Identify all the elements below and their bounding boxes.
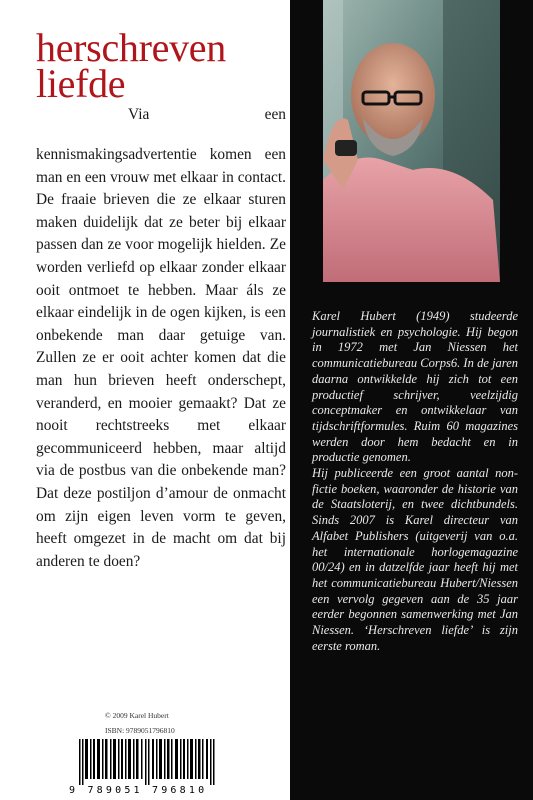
barcode-digits: 9 789051 796810 bbox=[69, 785, 208, 796]
author-portrait-image bbox=[323, 0, 500, 282]
book-blurb bbox=[36, 104, 286, 573]
author-bio-paragraph-1: Karel Hubert (1949) studeerde journalistiek en psychologie. Hij begon in 1972 met Jan Niessen het communicatiebureau Corps6. In de jaren daarna ontwikkelde hij zich tot een productief schrijver, veelzijdig conceptmaker en ontwikkelaar van tijdschriftformules. Ruim 60 magazines werden door hem bedacht en in productie genomen. bbox=[312, 309, 518, 465]
blurb-text: Via een kennismakingsadvertentie komen een man en een vrouw met elkaar in contact. De fraaie brieven die ze elkaar sturen maken duidelijk dat ze beter bij elkaar passen dan ze voor mogelijk hielden. Ze worden verliefd op elkaar zonder elkaar ooit ontmoet te hebben. Maar áls ze elkaar eindelijk in de ogen kijken, is een onbekende man daar getuige van. Zullen ze er ooit achter komen dat die man hun brieven heeft onderschept, veranderd, en mooier gemaakt? Dat ze nooit rechtstreeks met elkaar gecommuniceerd hebben, maar altijd via de postbus van die onbekende man? Dat deze postiljon d’amour de onmacht om zijn eigen leven vorm te geven, heeft omgezet in de macht om dat bij anderen te doen? bbox=[36, 106, 286, 570]
author-photo bbox=[323, 0, 500, 282]
isbn-number: ISBN: 9789051796810 bbox=[105, 726, 175, 735]
author-bio-paragraph-2: Hij publiceerde een groot aantal non-fictie boeken, waaronder de historie van de Staatsloterij, en twee dichtbundels. Sinds 2007 is Karel directeur van Alfabet Publishers (uitgeverij van o.a. het internationale horlogemagazine 00/24) en in datzelfde jaar heeft hij met het communicatiebureau Hubert/Niessen een vervolg gegeven aan de 35 jaar eerder begonnen samenwerking met Jan Niessen. ‘Herschreven liefde’ is zijn eerste roman. bbox=[312, 466, 518, 653]
book-title: herschreven liefde bbox=[36, 25, 226, 106]
barcode bbox=[69, 739, 230, 796]
author-biography bbox=[312, 309, 518, 654]
copyright-notice: © 2009 Karel Hubert bbox=[105, 711, 169, 720]
barcode-bars-graphic bbox=[69, 739, 230, 785]
blurb-indent bbox=[36, 104, 128, 144]
